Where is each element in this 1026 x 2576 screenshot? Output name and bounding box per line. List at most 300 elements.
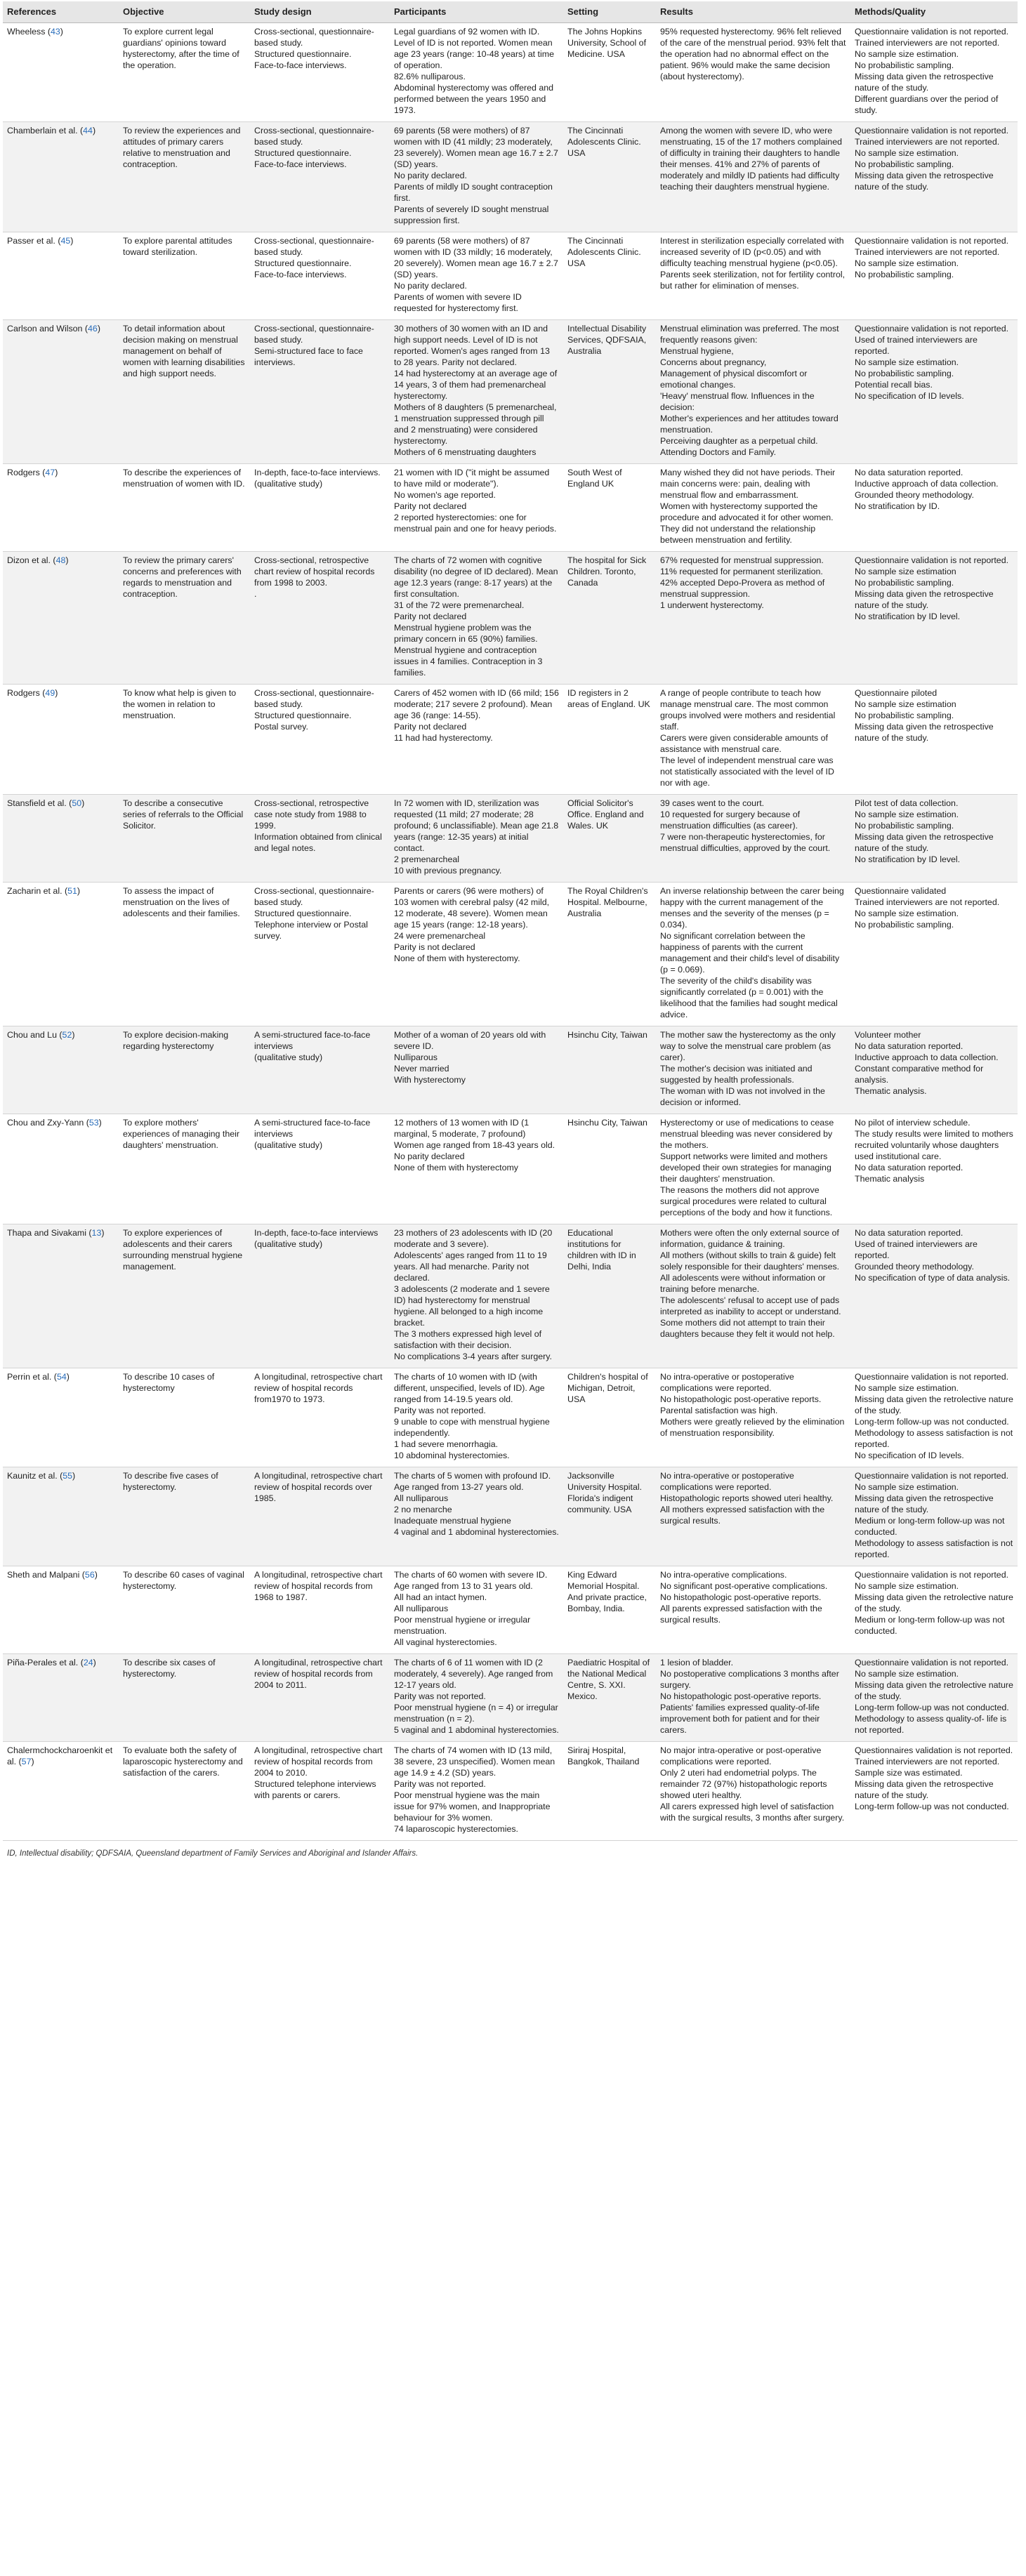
results-cell — [656, 685, 850, 795]
cell-line: The charts of 60 women with severe ID. Age ranged from 13 to 31 years old. — [394, 1570, 548, 1591]
cell-line: No sample size estimation. — [855, 49, 959, 59]
reference-number-link[interactable]: 47 — [45, 468, 55, 477]
cell-line: No sample size estimation. — [855, 1669, 959, 1679]
reference-number-link[interactable]: 52 — [62, 1030, 72, 1040]
table-row — [3, 552, 1018, 685]
cell-line: Methodology to assess quality-of- life is not reported. — [855, 1714, 1007, 1735]
cell-line: Postal survey. — [254, 722, 308, 732]
cell-line: 69 parents (58 were mothers) of 87 women with ID (41 mildly; 23 moderately, 23 severely). Women mean age 16.7 ± 2.7 (SD) years. — [394, 126, 558, 169]
reference-name: Rodgers — [7, 688, 40, 698]
objective-cell — [119, 1742, 250, 1841]
objective-cell — [119, 1026, 250, 1114]
reference-name: Passer et al. — [7, 236, 55, 246]
methods-quality-cell — [850, 1368, 1018, 1467]
cell-line: The hospital for Sick Children. Toronto, Canada — [567, 555, 647, 588]
references-cell: Thapa and Sivakami (13) — [3, 1224, 119, 1368]
participants-cell — [390, 795, 563, 883]
objective-cell — [119, 1114, 250, 1224]
cell-line: No data saturation reported. — [855, 1163, 963, 1173]
cell-line: All nulliparous — [394, 1604, 449, 1613]
cell-line: Menstrual hygiene and contraception issues in 4 families. Contraception in 3 families. — [394, 645, 543, 678]
table-row — [3, 685, 1018, 795]
cell-line: 4 vaginal and 1 abdominal hysterectomies. — [394, 1527, 559, 1537]
results-cell — [656, 552, 850, 685]
cell-line: Perceiving daughter as a perpetual child. — [660, 436, 818, 446]
reference-number-link[interactable]: 53 — [88, 1118, 99, 1128]
reference-number-link[interactable]: 24 — [83, 1658, 93, 1667]
setting-cell — [563, 1467, 656, 1566]
cell-line: No parity declared. — [394, 171, 467, 180]
cell-line: Grounded theory methodology. — [855, 490, 974, 500]
cell-line: Structured questionnaire. — [254, 49, 352, 59]
cell-line: No sample size estimation. — [855, 810, 959, 819]
cell-line: To describe five cases of hysterectomy. — [123, 1471, 218, 1492]
header-row — [3, 1, 1018, 23]
participants-cell — [390, 1467, 563, 1566]
objective-cell — [119, 795, 250, 883]
cell-line: With hysterectomy — [394, 1075, 466, 1085]
cell-line: The study results were limited to mothers recruited voluntarily whose daughters used institutional care. — [855, 1129, 1013, 1161]
cell-line: Telephone interview or Postal survey. — [254, 920, 368, 941]
study-design-cell — [250, 122, 390, 232]
reference-number-link[interactable]: 51 — [67, 886, 77, 896]
cell-line: The level of independent menstrual care was not statistically associated with the level of ID nor with age. — [660, 755, 834, 788]
cell-line: Management of physical discomfort or emotional changes. — [660, 369, 808, 390]
cell-line: Parity not declared — [394, 501, 467, 511]
cell-line: Support networks were limited and mothers developed their own strategies for managing their daughters' menstruation. — [660, 1151, 831, 1184]
cell-line: Poor menstrual hygiene (n = 4) or irregular menstruation (n = 2). — [394, 1703, 558, 1724]
table-row — [3, 1026, 1018, 1114]
cell-line: The charts of 5 women with profound ID. Age ranged from 13-27 years old. — [394, 1471, 551, 1492]
reference-name: Chamberlain et al. — [7, 126, 78, 136]
cell-line: 11% requested for permanent sterilization. — [660, 567, 823, 576]
references-cell: Sheth and Malpani (56) — [3, 1566, 119, 1654]
cell-line: Questionnaire validation is not reported. — [855, 1570, 1009, 1580]
cell-line: 1 had severe menorrhagia. — [394, 1439, 499, 1449]
cell-line: South West of England UK — [567, 468, 622, 489]
cell-line: The reasons the mothers did not approve surgical procedures were related to cultural perceptions of the body and how it functions. — [660, 1185, 833, 1217]
references-cell: Carlson and Wilson (46) — [3, 320, 119, 464]
cell-line: No probabilistic sampling. — [855, 60, 954, 70]
table-body — [3, 23, 1018, 1841]
cell-line: They did not understand the relationship between menstruation and fertility. — [660, 524, 816, 545]
cell-line: Volunteer mother — [855, 1030, 921, 1040]
methods-quality-cell — [850, 1467, 1018, 1566]
study-design-cell — [250, 320, 390, 464]
cell-line: Jacksonville University Hospital. Florida's indigent community. USA — [567, 1471, 643, 1514]
results-cell — [656, 883, 850, 1026]
references-cell: Dizon et al. (48) — [3, 552, 119, 685]
setting-cell — [563, 23, 656, 122]
cell-line: Parity was not reported. — [394, 1691, 486, 1701]
cell-line: Parents of mildly ID sought contraception first. — [394, 182, 553, 203]
reference-number-link[interactable]: 46 — [88, 324, 98, 333]
cell-line: No parity declared. — [394, 281, 467, 291]
participants-cell — [390, 320, 563, 464]
cell-line: No intra-operative or postoperative complications were reported. — [660, 1372, 794, 1393]
cell-line: All mothers (without skills to train & guide) felt solely responsible for their daughters' menses. — [660, 1250, 840, 1272]
cell-line: To describe six cases of hysterectomy. — [123, 1658, 216, 1679]
cell-line: 11 had had hysterectomy. — [394, 733, 493, 743]
objective-cell — [119, 1566, 250, 1654]
cell-line: Official Solicitor's Office. England and Wales. UK — [567, 798, 644, 831]
cell-line: No parity declared — [394, 1151, 465, 1161]
study-design-cell — [250, 685, 390, 795]
objective-cell — [119, 552, 250, 685]
cell-line: Inductive approach of data collection. — [855, 479, 999, 489]
results-cell — [656, 1467, 850, 1566]
participants-cell — [390, 122, 563, 232]
cell-line: Structured questionnaire. — [254, 909, 352, 918]
cell-line: No stratification by ID level. — [855, 854, 961, 864]
study-design-cell — [250, 1114, 390, 1224]
methods-quality-cell — [850, 320, 1018, 464]
cell-line: 14 had hysterectomy at an average age of 14 years, 3 of them had premenarcheal hysterectomy. — [394, 369, 558, 401]
cell-line: (qualitative study) — [254, 1052, 323, 1062]
cell-line: Missing data given the retrospective nature of the study. — [855, 832, 994, 853]
cell-line: Information obtained from clinical and legal notes. — [254, 832, 382, 853]
cell-line: The charts of 6 of 11 women with ID (2 moderately, 4 severely). Age ranged from 12-17 years old. — [394, 1658, 553, 1690]
setting-cell — [563, 464, 656, 552]
objective-cell — [119, 1368, 250, 1467]
cell-line: Hsinchu City, Taiwan — [567, 1118, 647, 1128]
participants-cell — [390, 552, 563, 685]
cell-line: No histopathologic post-operative reports. — [660, 1592, 822, 1602]
cell-line: Attending Doctors and Family. — [660, 447, 777, 457]
cell-line: Adolescents' ages ranged from 11 to 19 years. All had menarche. Parity not declared. — [394, 1250, 547, 1283]
setting-cell — [563, 1368, 656, 1467]
reference-name: Rodgers — [7, 468, 40, 477]
table-row — [3, 1742, 1018, 1841]
cell-line: Questionnaire validation is not reported. — [855, 555, 1009, 565]
cell-line: Thematic analysis — [855, 1174, 925, 1184]
table-row — [3, 795, 1018, 883]
methods-quality-cell — [850, 232, 1018, 320]
cell-line: Trained interviewers are not reported. — [855, 38, 1000, 48]
reference-number-link[interactable]: 44 — [83, 126, 93, 136]
cell-line: To review the primary carers' concerns and preferences with regards to menstruation and contraception. — [123, 555, 242, 599]
table-row — [3, 1566, 1018, 1654]
cell-line: The charts of 72 women with cognitive disability (no degree of ID declared). Mean age 12.3 years (range: 8-17 years) at the first consultation. — [394, 555, 558, 599]
cell-line: The mother saw the hysterectomy as the only way to solve the menstrual care problem (as carer). — [660, 1030, 836, 1062]
cell-line: No stratification by ID level. — [855, 612, 961, 621]
reference-number-link[interactable]: 45 — [60, 236, 71, 246]
cell-line: Patients' families expressed quality-of-life improvement both for patient and for their carers. — [660, 1703, 820, 1735]
cell-line: Interest in sterilization especially correlated with increased severity of ID (p<0.05) and with difficulty teaching menstrual hygiene (p<0.05). Parents seek sterilization, not for fertility control, but rather for elimination of menses. — [660, 236, 846, 291]
cell-line: Face-to-face interviews. — [254, 159, 347, 169]
references-cell: Rodgers (49) — [3, 685, 119, 795]
cell-line: No stratification by ID. — [855, 501, 940, 511]
methods-quality-cell — [850, 1654, 1018, 1742]
cell-line: Among the women with severe ID, who were menstruating, 15 of the 17 mothers complained of difficulty in training their daughters to handle their menses. 41% and 27% of parents of moderately and mildly ID patients had difficulty teaching their daughters menstrual hygiene. — [660, 126, 842, 192]
participants-cell — [390, 883, 563, 1026]
header-results: Results — [656, 1, 850, 23]
setting-cell — [563, 1224, 656, 1368]
cell-line: Long-term follow-up was not conducted. — [855, 1417, 1009, 1427]
cell-line: Abdominal hysterectomy was offered and performed between the years 1950 and 1973. — [394, 83, 554, 115]
cell-line: Questionnaire validation is not reported. — [855, 27, 1009, 37]
cell-line: Trained interviewers are not reported. — [855, 1757, 1000, 1766]
study-design-cell — [250, 1224, 390, 1368]
cell-line: In-depth, face-to-face interviews (qualitative study) — [254, 1228, 379, 1249]
cell-line: Mothers were often the only external source of information, guidance & training. — [660, 1228, 839, 1249]
cell-line: Children's hospital of Michigan, Detroit, USA — [567, 1372, 648, 1404]
cell-line: 2 reported hysterectomies: one for menstrual pain and one for heavy periods. — [394, 513, 557, 534]
cell-line: Concerns about pregnancy, — [660, 357, 767, 367]
header-references: References — [3, 1, 119, 23]
cell-line: Siriraj Hospital, Bangkok, Thailand — [567, 1745, 640, 1766]
table-row — [3, 1224, 1018, 1368]
study-design-cell — [250, 1026, 390, 1114]
references-cell: Chamberlain et al. (44) — [3, 122, 119, 232]
cell-line: No sample size estimation. — [855, 1482, 959, 1492]
methods-quality-cell — [850, 685, 1018, 795]
cell-line: Parity was not reported. — [394, 1779, 486, 1789]
cell-line: None of them with hysterectomy. — [394, 953, 520, 963]
cell-line: No complications 3-4 years after surgery. — [394, 1352, 552, 1361]
cell-line: To describe the experiences of menstruation of women with ID. — [123, 468, 245, 489]
reference-number-link[interactable]: 57 — [21, 1757, 32, 1766]
cell-line: No specification of ID levels. — [855, 1451, 964, 1460]
cell-line: 9 unable to cope with menstrual hygiene independently. — [394, 1417, 550, 1438]
participants-cell — [390, 1654, 563, 1742]
cell-line: A semi-structured face-to-face interviews — [254, 1118, 371, 1139]
cell-line: No significant correlation between the happiness of parents with the current management and their child's level of disability (p = 0.069). — [660, 931, 840, 975]
cell-line: The Cincinnati Adolescents Clinic. — [567, 126, 641, 147]
cell-line: Intellectual Disability Services, QDFSAIA, Australia — [567, 324, 647, 356]
cell-line: Hsinchu City, Taiwan — [567, 1030, 647, 1040]
references-cell: Rodgers (47) — [3, 464, 119, 552]
cell-line: To explore mothers' experiences of managing their daughters' menstruation. — [123, 1118, 239, 1150]
participants-cell — [390, 1026, 563, 1114]
references-cell: Stansfield et al. (50) — [3, 795, 119, 883]
reference-name: Stansfield et al. — [7, 798, 67, 808]
header-setting: Setting — [563, 1, 656, 23]
cell-line: Cross-sectional, retrospective case note study from 1988 to 1999. — [254, 798, 369, 831]
cell-line: Methodology to assess satisfaction is not reported. — [855, 1428, 1013, 1449]
cell-line: King Edward Memorial Hospital. And private practice, Bombay, India. — [567, 1570, 647, 1613]
cell-line: 5 vaginal and 1 abdominal hysterectomies. — [394, 1725, 559, 1735]
cell-line: Sample size was estimated. — [855, 1768, 963, 1778]
objective-cell — [119, 122, 250, 232]
cell-line: To detail information about decision making on menstrual management on behalf of women with learning disabilities and high support needs. — [123, 324, 245, 378]
reference-number-link[interactable]: 48 — [55, 555, 66, 565]
cell-line: Face-to-face interviews. — [254, 60, 347, 70]
cell-line: Questionnaire piloted — [855, 688, 938, 698]
review-table-page — [3, 0, 1018, 1858]
cell-line: No data saturation reported. — [855, 1228, 963, 1238]
study-design-cell — [250, 1566, 390, 1654]
reference-number-link[interactable]: 54 — [56, 1372, 67, 1382]
cell-line: Medium or long-term follow-up was not conducted. — [855, 1615, 1005, 1636]
cell-line: Structured questionnaire. — [254, 258, 352, 268]
cell-line: All had an intact hymen. — [394, 1592, 487, 1602]
reference-number-link[interactable]: 56 — [84, 1570, 95, 1580]
cell-line: Carers were given considerable amounts of assistance with menstrual care. — [660, 733, 828, 754]
cell-line: A longitudinal, retrospective chart review of hospital records over 1985. — [254, 1471, 383, 1503]
setting-cell — [563, 1654, 656, 1742]
cell-line: 1 lesion of bladder. — [660, 1658, 734, 1667]
study-design-cell — [250, 232, 390, 320]
references-cell: Perrin et al. (54) — [3, 1368, 119, 1467]
table-row — [3, 23, 1018, 122]
cell-line: To explore current legal guardians' opinions toward hysterectomy, after the time of the operation. — [123, 27, 239, 70]
cell-line: Parental satisfaction was high. — [660, 1406, 778, 1415]
reference-name: Thapa and Sivakami — [7, 1228, 86, 1238]
header-study-design: Study design — [250, 1, 390, 23]
cell-line: 74 laparoscopic hysterectomies. — [394, 1824, 518, 1834]
cell-line: Menstrual hygiene, — [660, 346, 734, 356]
results-cell — [656, 1566, 850, 1654]
cell-line: All vaginal hysterectomies. — [394, 1637, 497, 1647]
reference-number-link[interactable]: 13 — [91, 1228, 102, 1238]
cell-line: 10 requested for surgery because of menstruation difficulties (as career). — [660, 810, 801, 831]
cell-line: To explore experiences of adolescents and their carers surrounding menstrual hygiene management. — [123, 1228, 243, 1272]
cell-line: No sample size estimation. — [855, 909, 959, 918]
cell-line: Structured questionnaire. — [254, 148, 352, 158]
cell-line: 95% requested hysterectomy. 96% felt relieved of the care of the menstrual period. 93% felt that the operation had no abnormal effect on the patient. 96% would make the same decision (about hysterectomy). — [660, 27, 846, 81]
results-cell — [656, 1654, 850, 1742]
cell-line: The charts of 10 women with ID (with different, unspecified, levels of ID). Age ranged from 14-19.5 years old. — [394, 1372, 545, 1404]
cell-line: 82.6% nulliparous. — [394, 72, 466, 81]
cell-line: Inadequate menstrual hygiene — [394, 1516, 511, 1526]
cell-line: Questionnaire validation is not reported. — [855, 1471, 1009, 1481]
cell-line: . — [254, 589, 257, 599]
cell-line: A longitudinal, retrospective chart review of hospital records from 2004 to 2010. — [254, 1745, 383, 1778]
cell-line: Never married — [394, 1064, 449, 1074]
cell-line: The charts of 74 women with ID (13 mild, 38 severe, 23 unspecified). Women mean age 14.9 ± 4.2 (SD) years. — [394, 1745, 555, 1778]
cell-line: Menstrual hygiene problem was the primary concern in 65 (90%) families. — [394, 623, 538, 644]
cell-line: In 72 women with ID, sterilization was requested (11 mild; 27 moderate; 28 profound; 6 unclassifiable). Mean age 21.8 years (range: 12-35 years) at initial contact. — [394, 798, 559, 853]
cell-line: Missing data given the retrospective nature of the study. — [855, 589, 994, 610]
table-row — [3, 1114, 1018, 1224]
cell-line: No sample size estimation — [855, 699, 956, 709]
cell-line: No probabilistic sampling. — [855, 578, 954, 588]
cell-line: No probabilistic sampling. — [855, 159, 954, 169]
table-row — [3, 883, 1018, 1026]
cell-line: The adolescents' refusal to accept use of pads interpreted as inability to accept or understand. — [660, 1295, 841, 1316]
studies-table — [3, 1, 1018, 1841]
study-design-cell — [250, 464, 390, 552]
setting-cell — [563, 685, 656, 795]
references-cell: Zacharin et al. (51) — [3, 883, 119, 1026]
cell-line: No intra-operative complications. — [660, 1570, 787, 1580]
methods-quality-cell — [850, 1026, 1018, 1114]
cell-line: (qualitative study) — [254, 479, 323, 489]
header-methods-quality: Methods/Quality — [850, 1, 1018, 23]
reference-number-link[interactable]: 49 — [45, 688, 55, 698]
participants-cell — [390, 464, 563, 552]
participants-cell — [390, 1368, 563, 1467]
cell-line: No probabilistic sampling. — [855, 920, 954, 930]
cell-line: No probabilistic sampling. — [855, 270, 954, 279]
reference-name: Sheth and Malpani — [7, 1570, 80, 1580]
cell-line: No sample size estimation. — [855, 1581, 959, 1591]
cell-line: (qualitative study) — [254, 1140, 323, 1150]
cell-line: Parents of severely ID sought menstrual suppression first. — [394, 204, 549, 225]
cell-line: Mothers were greatly relieved by the elimination of menstruation responsibility. — [660, 1417, 845, 1438]
study-design-cell — [250, 1368, 390, 1467]
cell-line: Mothers of 8 daughters (5 premenarcheal, 1 menstruation suppressed through pill and 2 menstruating) were considered hysterectomy. — [394, 402, 557, 446]
cell-line: Nulliparous — [394, 1052, 438, 1062]
references-cell: Passer et al. (45) — [3, 232, 119, 320]
cell-line: All nulliparous — [394, 1493, 449, 1503]
cell-line: Questionnaire validation is not reported. — [855, 324, 1009, 333]
cell-line: In-depth, face-to-face interviews. — [254, 468, 381, 477]
cell-line: Parents of women with severe ID requested for hysterectomy first. — [394, 292, 522, 313]
cell-line: 7 were non-therapeutic hysterectomies, for menstrual difficulties, approved by the court. — [660, 832, 831, 853]
cell-line: 42% accepted Depo-Provera as method of menstrual suppression. — [660, 578, 825, 599]
cell-line: Missing data given the retrolective nature of the study. — [855, 1394, 1013, 1415]
cell-line: Menstrual elimination was preferred. The most frequently reasons given: — [660, 324, 839, 345]
cell-line: 31 of the 72 were premenarcheal. — [394, 600, 525, 610]
methods-quality-cell — [850, 1114, 1018, 1224]
cell-line: Used of trained interviewers are reported. — [855, 1239, 978, 1260]
cell-line: A longitudinal, retrospective chart review of hospital records from 1968 to 1987. — [254, 1570, 383, 1602]
cell-line: No probabilistic sampling. — [855, 711, 954, 720]
cell-line: Parity not declared — [394, 722, 467, 732]
objective-cell — [119, 464, 250, 552]
cell-line: No probabilistic sampling. — [855, 369, 954, 378]
references-cell: Kaunitz et al. (55) — [3, 1467, 119, 1566]
cell-line: Long-term follow-up was not conducted. — [855, 1802, 1009, 1811]
cell-line: Thematic analysis. — [855, 1086, 927, 1096]
results-cell — [656, 23, 850, 122]
cell-line: The Royal Children's Hospital. Melbourne, Australia — [567, 886, 648, 918]
cell-line: Poor menstrual hygiene was the main issue for 97% women, and Inappropriate behaviour for 3% women. — [394, 1790, 551, 1823]
objective-cell — [119, 685, 250, 795]
results-cell — [656, 232, 850, 320]
cell-line: Parents or carers (96 were mothers) of 103 women with cerebral palsy (42 mild, 12 moderate, 48 severe). Women mean age 15 years (range: 12-18 years). — [394, 886, 550, 930]
cell-line: Cross-sectional, questionnaire-based study. — [254, 886, 374, 907]
reference-name: Zacharin et al. — [7, 886, 63, 896]
cell-line: No histopathologic post-operative reports. — [660, 1394, 822, 1404]
cell-line: Constant comparative method for analysis. — [855, 1064, 984, 1085]
cell-line: No postoperative complications 3 months after surgery. — [660, 1669, 839, 1690]
results-cell — [656, 122, 850, 232]
reference-number-link[interactable]: 50 — [72, 798, 82, 808]
cell-line: 10 abdominal hysterectomies. — [394, 1451, 510, 1460]
reference-name: Chou and Zxy-Yann — [7, 1118, 84, 1128]
reference-number-link[interactable]: 43 — [50, 27, 60, 37]
cell-line: All mothers expressed satisfaction with the surgical results. — [660, 1505, 825, 1526]
cell-line: ID registers in 2 areas of England. UK — [567, 688, 650, 709]
cell-line: No significant post-operative complications. — [660, 1581, 828, 1591]
cell-line: To describe 60 cases of vaginal hysterectomy. — [123, 1570, 244, 1591]
study-design-cell — [250, 1742, 390, 1841]
reference-number-link[interactable]: 55 — [63, 1471, 73, 1481]
cell-line: Questionnaire validation is not reported. — [855, 236, 1009, 246]
cell-line: Questionnaire validated — [855, 886, 947, 896]
results-cell — [656, 1026, 850, 1114]
participants-cell — [390, 23, 563, 122]
cell-line: 23 mothers of 23 adolescents with ID (20 moderate and 3 severe). — [394, 1228, 553, 1249]
cell-line: No major intra-operative or post-operative complications were reported. — [660, 1745, 822, 1766]
cell-line: No histopathologic post-operative reports. — [660, 1691, 822, 1701]
cell-line: Structured telephone interviews with parents or carers. — [254, 1779, 376, 1800]
cell-line: The woman with ID was not involved in the decision or informed. — [660, 1086, 825, 1107]
cell-line: No probabilistic sampling. — [855, 821, 954, 831]
cell-line: Medium or long-term follow-up was not conducted. — [855, 1516, 1005, 1537]
cell-line: Mothers of 6 menstruating daughters — [394, 447, 537, 457]
participants-cell — [390, 232, 563, 320]
methods-quality-cell — [850, 795, 1018, 883]
setting-cell — [563, 883, 656, 1026]
cell-line: Carers of 452 women with ID (66 mild; 156 moderate; 217 severe 2 profound). Mean age 36 (range: 14-55). — [394, 688, 559, 720]
cell-line: 2 premenarcheal — [394, 854, 459, 864]
setting-cell — [563, 795, 656, 883]
participants-cell — [390, 1742, 563, 1841]
